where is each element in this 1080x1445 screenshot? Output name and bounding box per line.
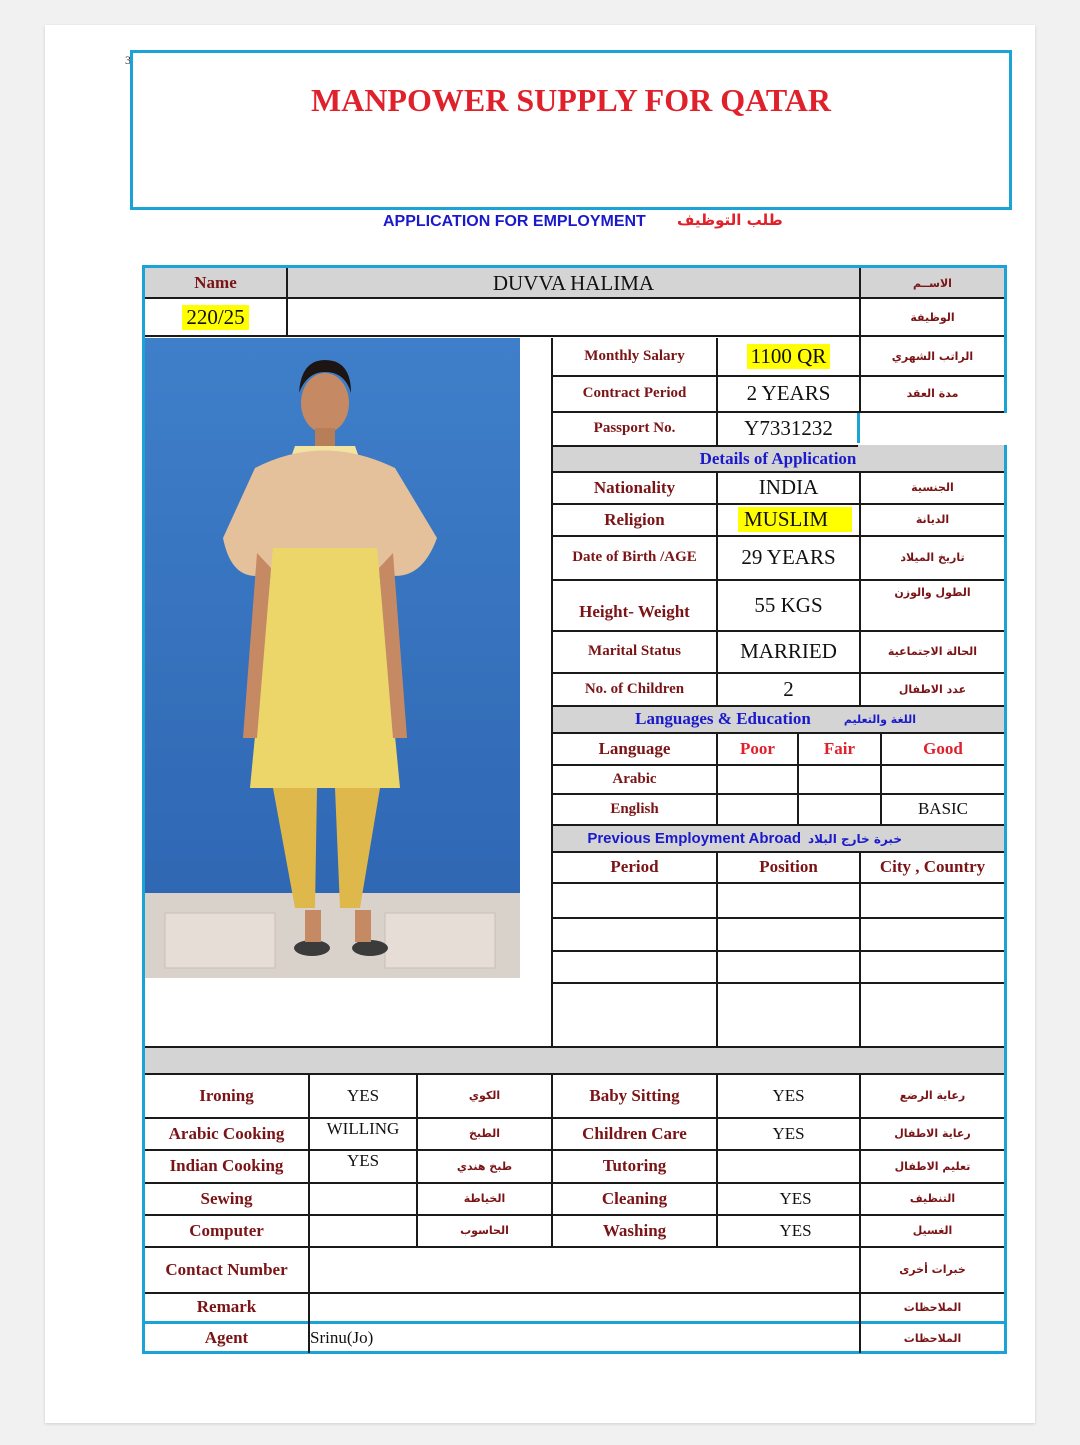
height-weight-label: Height- Weight: [579, 602, 690, 621]
skill-tutoring-value: [718, 1150, 859, 1182]
skill-indian-cooking-value: YES: [346, 1151, 380, 1170]
dob-value: 29 YEARS: [741, 545, 836, 569]
passport-label: Passport No.: [593, 420, 676, 436]
skill-cleaning-label: Cleaning: [601, 1188, 668, 1208]
passport-value: Y7331232: [744, 416, 833, 440]
grid-line: [552, 917, 1004, 919]
separator-band: [145, 1047, 1004, 1073]
reference-cell: [145, 298, 286, 336]
skill-arabic-cooking-value: WILLING: [326, 1118, 400, 1138]
grid-line: [145, 1046, 1004, 1048]
contact-label-ar: خبرات أخرى: [899, 1263, 966, 1276]
skill-indian-cooking-label: Indian Cooking: [169, 1156, 284, 1175]
application-subtitle: APPLICATION FOR EMPLOYMENT: [383, 213, 646, 230]
religion-label-ar: الديانة: [915, 513, 950, 526]
salary-label-ar: الراتب الشهري: [891, 349, 974, 363]
skill-children-care-ar: رعاية الاطفال: [894, 1127, 971, 1140]
col-language: Language: [598, 738, 671, 758]
skill-children-care-label: Children Care: [582, 1123, 687, 1143]
salary-value: 1100 QR: [747, 344, 831, 369]
col-city-country: City , Country: [879, 857, 986, 876]
name-label-ar: الاســم: [913, 276, 952, 290]
skill-tutoring-label: Tutoring: [602, 1156, 667, 1175]
height-weight-value: 55 KGS: [754, 592, 823, 617]
title-box: [130, 50, 1012, 210]
skill-indian-cooking-ar: طبخ هندي: [456, 1159, 513, 1173]
languages-title: Languages & Education: [635, 709, 811, 728]
contract-label-ar: مدة العقد: [906, 387, 959, 400]
language-english: English: [610, 800, 659, 817]
skill-babysitting-ar: رعاية الرضع: [899, 1089, 966, 1102]
nationality-value: INDIA: [758, 475, 819, 499]
languages-title-ar: اللغة والتعليم: [843, 712, 917, 726]
marital-label: Marital Status: [588, 643, 681, 659]
salary-cell: [718, 337, 859, 375]
application-subtitle-ar: طلب التوظيف: [677, 211, 783, 229]
arabic-good: [882, 765, 1004, 793]
previous-title-ar: خبرة خارج البلاد: [808, 831, 902, 846]
grid-line: [552, 950, 1004, 952]
passport-notch: [860, 413, 1008, 445]
applicant-name: DUVVA HALIMA: [492, 270, 655, 295]
skill-sewing-value: [310, 1183, 416, 1214]
name-label: Name: [194, 273, 237, 292]
skill-washing-label: Washing: [602, 1220, 667, 1240]
skill-computer-ar: الحاسوب: [460, 1224, 509, 1237]
grid-line: [552, 882, 1004, 884]
skill-washing-ar: الغسيل: [912, 1224, 953, 1237]
grid-line: [552, 982, 1004, 984]
details-section-title: Details of Application: [699, 448, 857, 468]
page-mark: 3: [125, 53, 131, 67]
language-arabic: Arabic: [612, 770, 657, 787]
skill-ironing-label: Ironing: [199, 1085, 254, 1105]
skill-tutoring-ar: تعليم الاطفال: [894, 1159, 971, 1173]
col-period: Period: [610, 857, 659, 876]
col-poor: Poor: [740, 738, 775, 758]
english-good: BASIC: [917, 799, 969, 818]
skill-ironing-value: YES: [346, 1085, 380, 1105]
arabic-fair: [799, 765, 880, 793]
marital-value: MARRIED: [740, 639, 837, 663]
religion-cell: [718, 504, 859, 535]
skill-computer-label: Computer: [189, 1220, 264, 1240]
remark-label: Remark: [196, 1297, 257, 1316]
agent-value: Srinu(Jo): [310, 1328, 374, 1347]
marital-label-ar: الحالة الاجتماعية: [887, 645, 978, 658]
reference-label-ar: الوظيفة: [910, 310, 955, 324]
children-label-ar: عدد الاطفال: [898, 682, 967, 696]
contact-label: Contact Number: [165, 1259, 288, 1279]
contract-value: 2 YEARS: [746, 381, 831, 405]
col-fair: Fair: [823, 738, 856, 758]
skill-washing-value: YES: [779, 1220, 812, 1240]
salary-label: Monthly Salary: [584, 347, 685, 364]
application-page: [45, 25, 1035, 1423]
children-value: 2: [783, 676, 794, 701]
agent-label-ar: الملاحظات: [903, 1331, 962, 1345]
skill-computer-value: [310, 1215, 416, 1246]
skill-sewing-label: Sewing: [200, 1188, 253, 1208]
col-position: Position: [759, 857, 818, 876]
skill-ironing-ar: الكوي: [468, 1089, 501, 1102]
arabic-poor: [718, 765, 797, 793]
skill-arabic-cooking-ar: الطبخ: [468, 1127, 501, 1140]
skill-cleaning-ar: التنظيف: [909, 1192, 956, 1205]
religion-label: Religion: [604, 509, 665, 529]
col-good: Good: [923, 738, 963, 758]
skill-cleaning-value: YES: [779, 1188, 812, 1208]
children-label: No. of Children: [584, 680, 685, 697]
remark-value: [310, 1293, 859, 1321]
english-fair: [799, 794, 880, 824]
dob-label: Date of Birth /AGE: [572, 549, 697, 565]
previous-title: Previous Employment Abroad: [587, 830, 801, 847]
contact-value: [310, 1247, 859, 1292]
reference-number: 220/25: [182, 305, 248, 330]
photo-graphic: [145, 338, 520, 978]
skill-arabic-cooking-label: Arabic Cooking: [168, 1123, 285, 1143]
skill-children-care-value: YES: [772, 1123, 805, 1143]
nationality-label-ar: الجنسية: [911, 481, 954, 494]
remark-label-ar: الملاحظات: [903, 1300, 962, 1314]
skill-babysitting-label: Baby Sitting: [589, 1085, 680, 1105]
english-poor: [718, 794, 797, 824]
dob-label-ar: تاريخ الميلاد: [900, 551, 965, 564]
contract-label: Contract Period: [582, 385, 687, 401]
agent-label: Agent: [204, 1328, 249, 1347]
skill-babysitting-value: YES: [772, 1085, 805, 1105]
applicant-photo: [145, 338, 520, 978]
nationality-label: Nationality: [593, 477, 676, 497]
skill-sewing-ar: الخياطة: [463, 1192, 506, 1205]
height-weight-label-ar: الطول والوزن: [894, 585, 971, 599]
page-title: MANPOWER SUPPLY FOR QATAR: [311, 82, 831, 118]
religion-value: MUSLIM: [738, 507, 852, 532]
